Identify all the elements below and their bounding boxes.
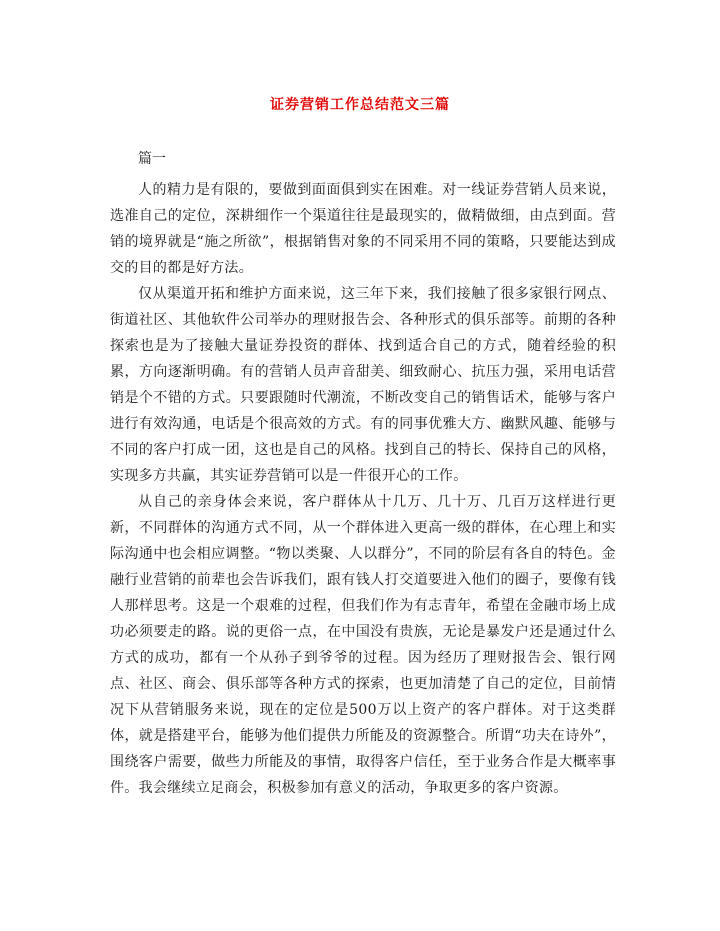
- paragraph: 人的精力是有限的，要做到面面俱到实在困难。对一线证券营销人员来说，选准自己的定位，深耕细作一个渠道往往是最现实的，做精做细，由点到面。营销的境界就是“施之所欲”，根据销售对象的不同采用不同的策略，只要能达到成交的目的都是好方法。: [110, 182, 616, 276]
- paragraph: 仅从渠道开拓和维护方面来说，这三年下来，我们接触了很多家银行网点、街道社区、其他软件公司举办的理财报告会、各种形式的俱乐部等。前期的各种探索也是为了接触大量证券投资的群体、找到适合自己的方式，随着经验的积累，方向逐渐明确。有的营销人员声音甜美、细致耐心、抗压力强，采用电话营销是个不错的方式。只要跟随时代潮流，不断改变自己的销售话术，能够与客户进行有效沟通，电话是个很高效的方式。有的同事优雅大方、幽默风趣、能够与不同的客户打成一团，这也是自己的风格。找到自己的特长、保持自己的风格，实现多方共赢，其实证券营销可以是一件很开心的工作。: [110, 286, 616, 484]
- document-title: 证券营销工作总结范文三篇: [270, 97, 450, 113]
- document-body: [110, 177, 616, 801]
- section-label: 篇一: [138, 151, 166, 167]
- paragraph: 从自己的亲身体会来说，客户群体从十几万、几十万、几百万这样进行更新，不同群体的沟通方式不同，从一个群体进入更高一级的群体，在心理上和实际沟通中也会相应调整。“物以类聚、人以群分”，不同的阶层有各自的特色。金融行业营销的前辈也会告诉我们，跟有钱人打交道要进入他们的圈子，要像有钱人那样思考。这是一个艰难的过程，但我们作为有志青年，希望在金融市场上成功必须要走的路。说的更俗一点，在中国没有贵族，无论是暴发户还是通过什么方式的成功，都有一个从孙子到爷爷的过程。因为经历了理财报告会、银行网点、社区、商会、俱乐部等各种方式的探索，也更加清楚了自己的定位，目前情况下从营销服务来说，现在的定位是500万以上资产的客户群体。对于这类群体，就是搭建平台，能够为他们提供力所能及的资源整合。所谓“功夫在诗外”，围绕客户需要，做些力所能及的事情，取得客户信任，至于业务合作是大概率事件。我会继续立足商会，积极参加有意义的活动，争取更多的客户资源。: [110, 494, 616, 796]
